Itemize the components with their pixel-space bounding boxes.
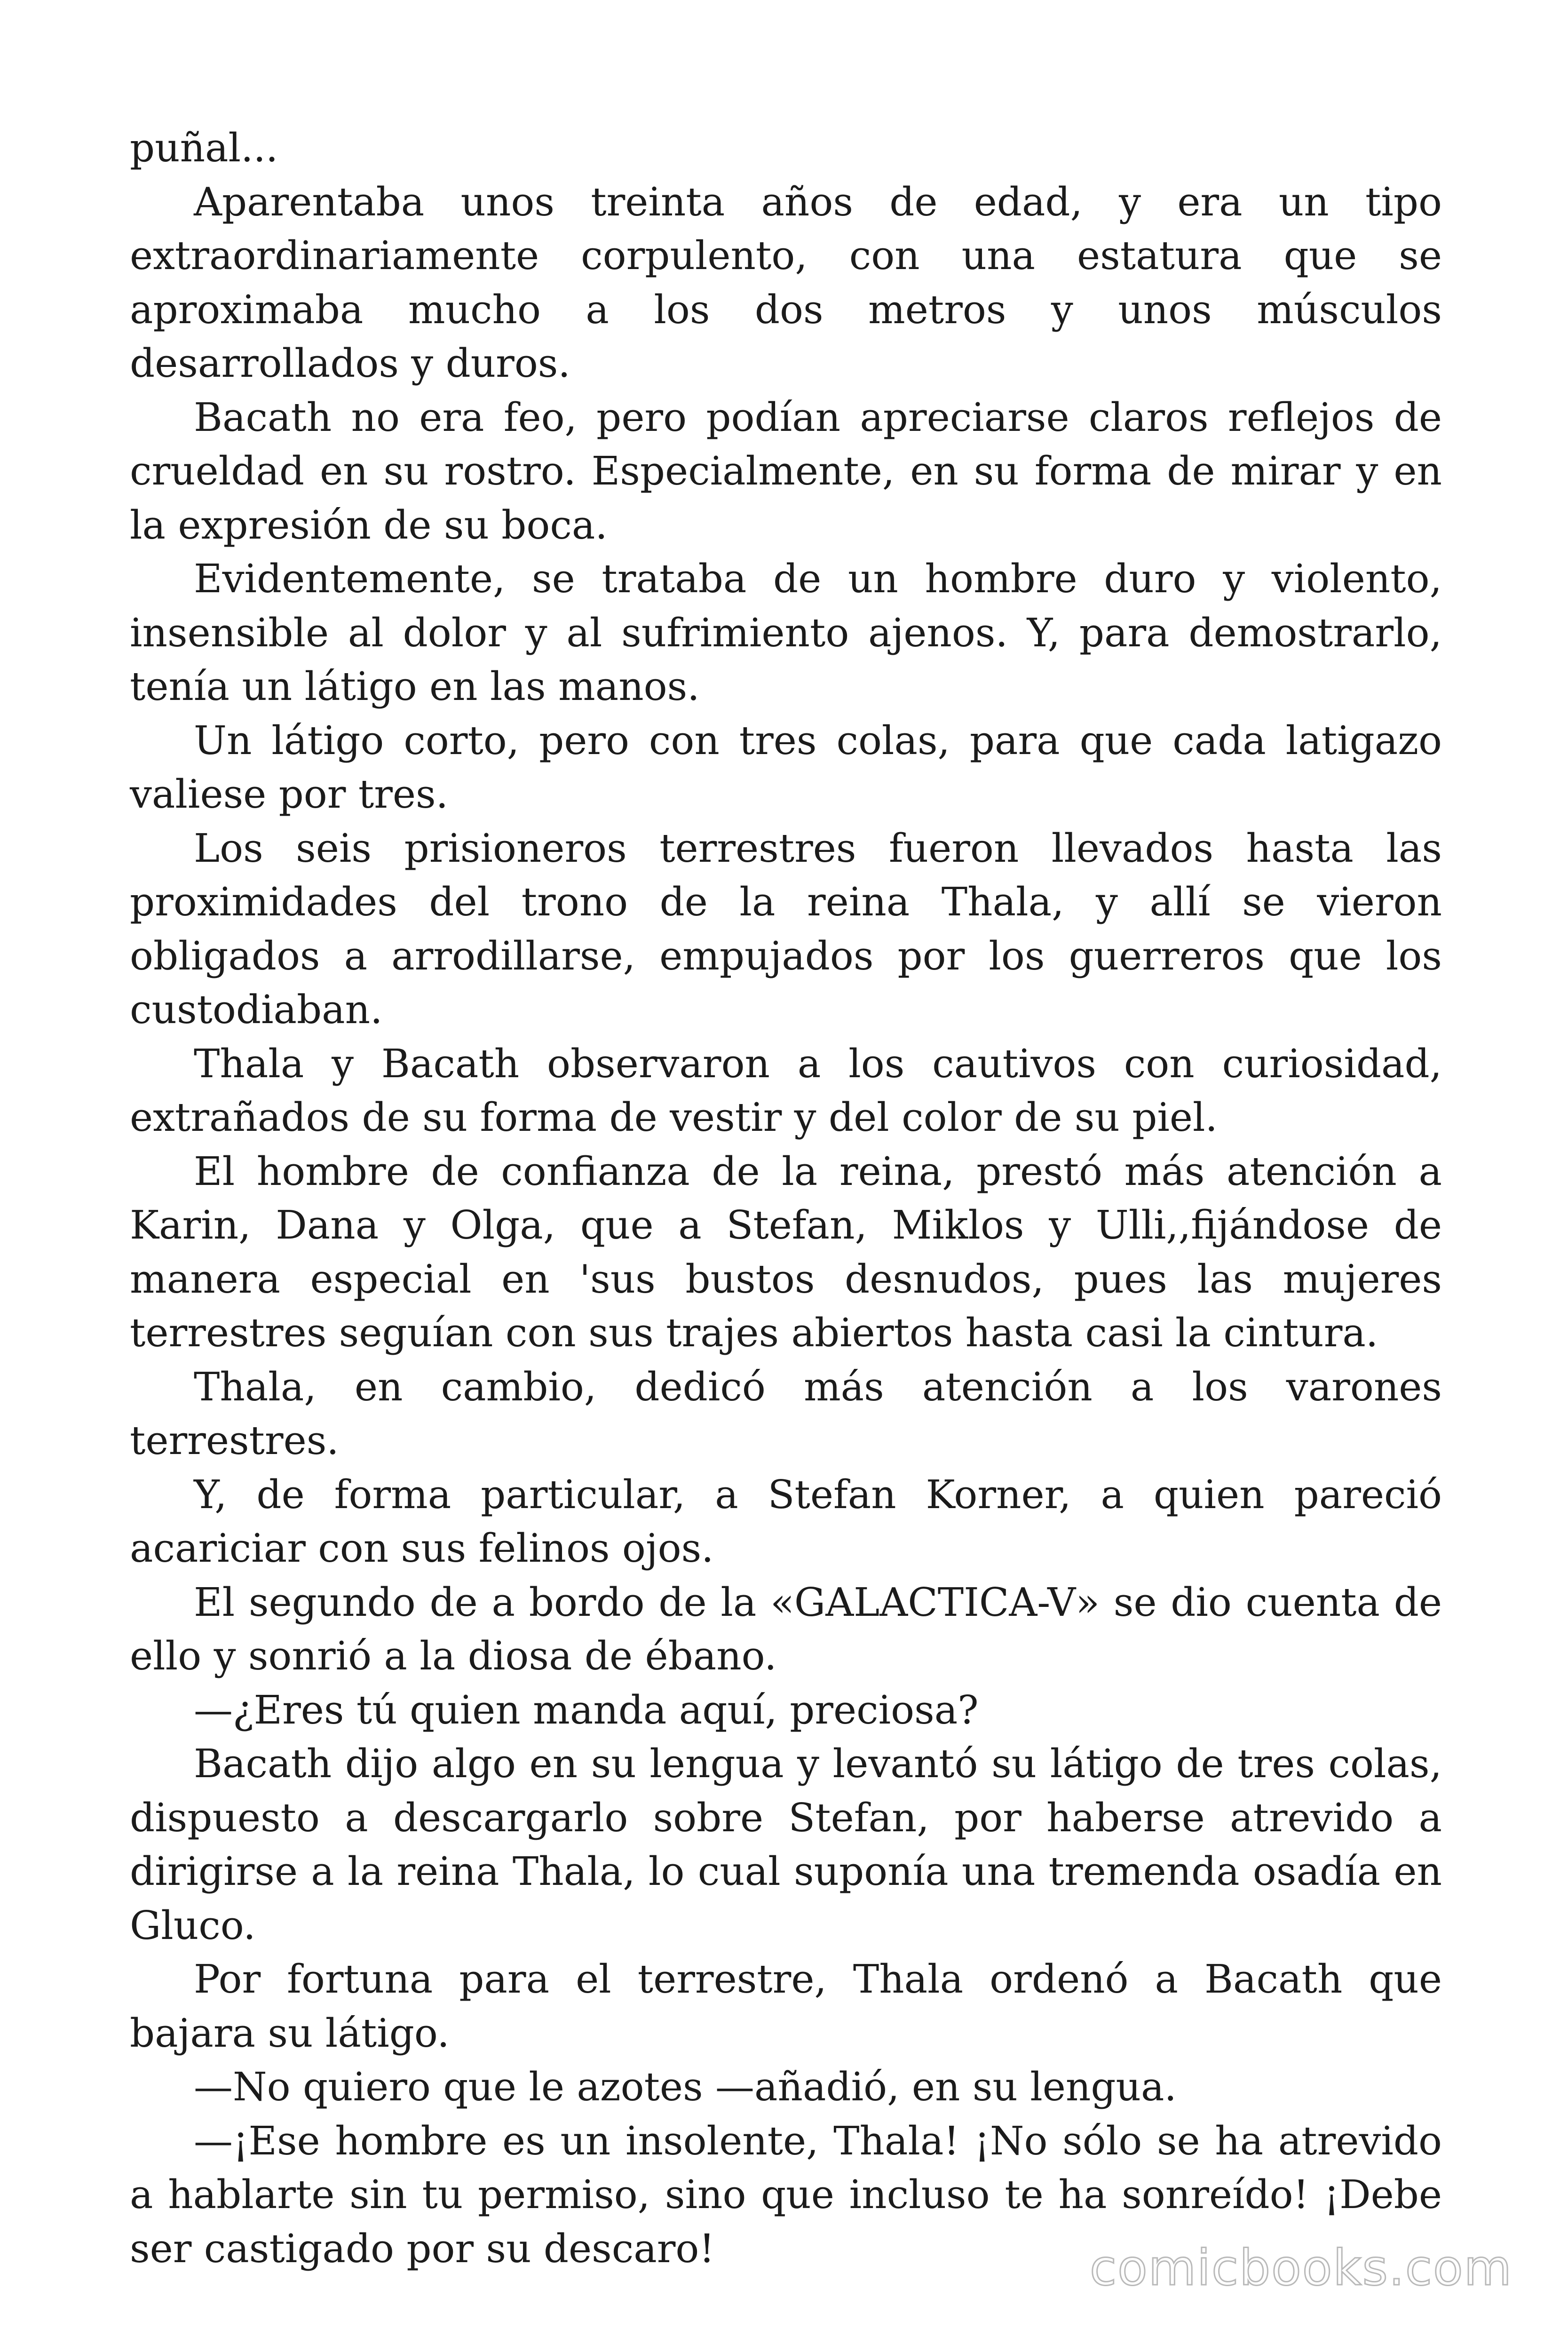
paragraph: Thala y Bacath observaron a los cautivos con curiosidad, extrañados de su forma de vestir y del color de su piel. — [130, 1041, 1442, 1140]
paragraph: —¡Ese hombre es un insolente, Thala! ¡No sólo se ha atrevido a hablarte sin tu permiso, sino que incluso te ha sonreído! ¡Debe ser castigado por su descaro! — [130, 2118, 1442, 2272]
paragraph: Los seis prisioneros terrestres fueron llevados hasta las proximidades del trono de la reina Thala, y allí se vieron obligados a arrodillarse, empujados por los guerreros que los custodiaban. — [130, 825, 1442, 1033]
paragraph: —¿Eres tú quien manda aquí, preciosa? — [194, 1687, 979, 1733]
paragraph: Evidentemente, se trataba de un hombre duro y violento, insensible al dolor y al sufrimiento ajenos. Y, para demostrarlo, tenía un látigo en las manos. — [130, 556, 1442, 709]
paragraph: Bacath no era feo, pero podían apreciarse claros reflejos de crueldad en su rostro. Especialmente, en su forma de mirar y en la expresión de su boca. — [130, 394, 1442, 548]
paragraph: Por fortuna para el terrestre, Thala ordenó a Bacath que bajara su látigo. — [130, 1956, 1442, 2056]
paragraph: puñal... — [130, 125, 278, 171]
paragraph: —No quiero que le azotes —añadió, en su lengua. — [194, 2064, 1177, 2110]
paragraph: El segundo de a bordo de la «GALACTICA-V» se dio cuenta de ello y sonrió a la diosa de ébano. — [130, 1579, 1442, 1679]
paragraph: El hombre de confianza de la reina, prestó más atención a Karin, Dana y Olga, que a Stefan, Miklos y Ulli,,fijándose de manera especial en 'sus bustos desnudos, pues las mujeres terrestres seguían con sus trajes abiertos hasta casi la cintura. — [130, 1148, 1442, 1356]
paragraph: Y, de forma particular, a Stefan Korner, a quien pareció acariciar con sus felinos ojos. — [130, 1471, 1442, 1571]
page-body — [130, 121, 1442, 2276]
paragraph: Un látigo corto, pero con tres colas, para que cada latigazo valiese por tres. — [130, 717, 1442, 817]
paragraph: Aparentaba unos treinta años de edad, y era un tipo extraordinariamente corpulento, con una estatura que se aproximaba mucho a los dos metros y unos músculos desarrollados y duros. — [130, 179, 1442, 386]
paragraph: Bacath dijo algo en su lengua y levantó su látigo de tres colas, dispuesto a descargarlo sobre Stefan, por haberse atrevido a dirigirse a la reina Thala, lo cual suponía una tremenda osadía en Gluco. — [130, 1741, 1442, 1948]
paragraph: Thala, en cambio, dedicó más atención a los varones terrestres. — [130, 1364, 1442, 1463]
watermark: comicbooks.com — [1089, 2239, 1513, 2296]
